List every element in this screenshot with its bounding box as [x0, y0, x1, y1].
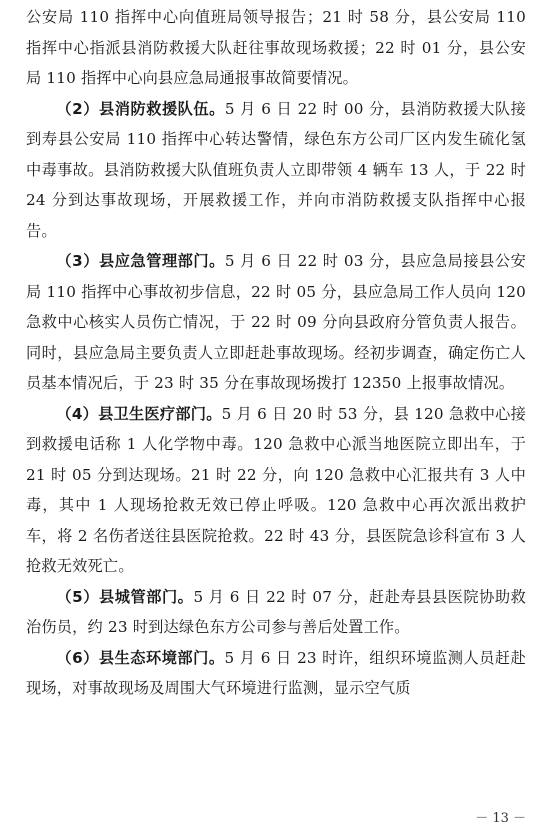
paragraph-text: 5 月 6 日 20 时 53 分，县 120 急救中心接到救援电话称 1 人化学物中毒。120 急救中心派当地医院立即出车，于 21 时 05 分到达现场。21 时 22 分，向 120 急救中心汇报共有 3 人中毒，其中 1 人现场抢救无效已停止呼吸。120 急救中心再次派出救护车，将 2 名伤者送往县医院抢救。22 时 43 分，县医院急诊科宣布 3 人抢救无效死亡。 — [26, 404, 526, 575]
paragraph-emergency-management — [26, 246, 526, 399]
paragraph-health-medical — [26, 399, 526, 582]
paragraph-continuation — [26, 2, 526, 94]
section-heading: （2）县消防救援队伍。 — [56, 99, 225, 118]
section-heading: （6）县生态环境部门。 — [56, 648, 225, 667]
paragraph-text: 5 月 6 日 22 时 00 分，县消防救援大队接到寿县公安局 110 指挥中心转达警情，绿色东方公司厂区内发生硫化氢中毒事故。县消防救援大队值班负责人立即带领 4 辆车 13 人，于 22 时 24 分到达事故现场，开展救援工作，并向市消防救援支队指挥中心报告。 — [26, 99, 526, 240]
paragraph-text: 5 月 6 日 22 时 07 分，赶赴寿县县医院协助救治伤员，约 23 时到达绿色东方公司参与善后处置工作。 — [26, 587, 527, 636]
paragraph-text: 公安局 110 指挥中心向值班局领导报告；21 时 58 分，县公安局 110 指挥中心指派县消防救援大队赶往事故现场救援；22 时 01 分，县公安局 110 指挥中心向县应急局通报事故简要情况。 — [26, 8, 526, 87]
paragraph-fire-rescue — [26, 94, 526, 247]
section-heading: （4）县卫生医疗部门。 — [56, 404, 222, 423]
body-text — [26, 2, 526, 704]
page-number: － 13 － — [475, 811, 526, 826]
paragraph-ecology-environment — [26, 643, 526, 704]
paragraph-text: 5 月 6 日 22 时 03 分，县应急局接县公安局 110 指挥中心事故初步信息，22 时 05 分，县应急局工作人员向 120 急救中心核实人员伤亡情况，于 22 时 09 分向县政府分管负责人报告。同时，县应急局主要负责人立即赶赴事故现场。经初步调查，确定伤亡人员基本情况后，于 23 时 35 分在事故现场拨打 12350 上报事故情况。 — [26, 252, 526, 392]
paragraph-text: 5 月 6 日 23 时许，组织环境监测人员赶赴现场，对事故现场及周围大气环境进行监测，显示空气质 — [26, 648, 526, 697]
section-heading: （5）县城管部门。 — [56, 587, 194, 606]
paragraph-urban-management — [26, 582, 526, 643]
section-heading: （3）县应急管理部门。 — [56, 252, 225, 270]
